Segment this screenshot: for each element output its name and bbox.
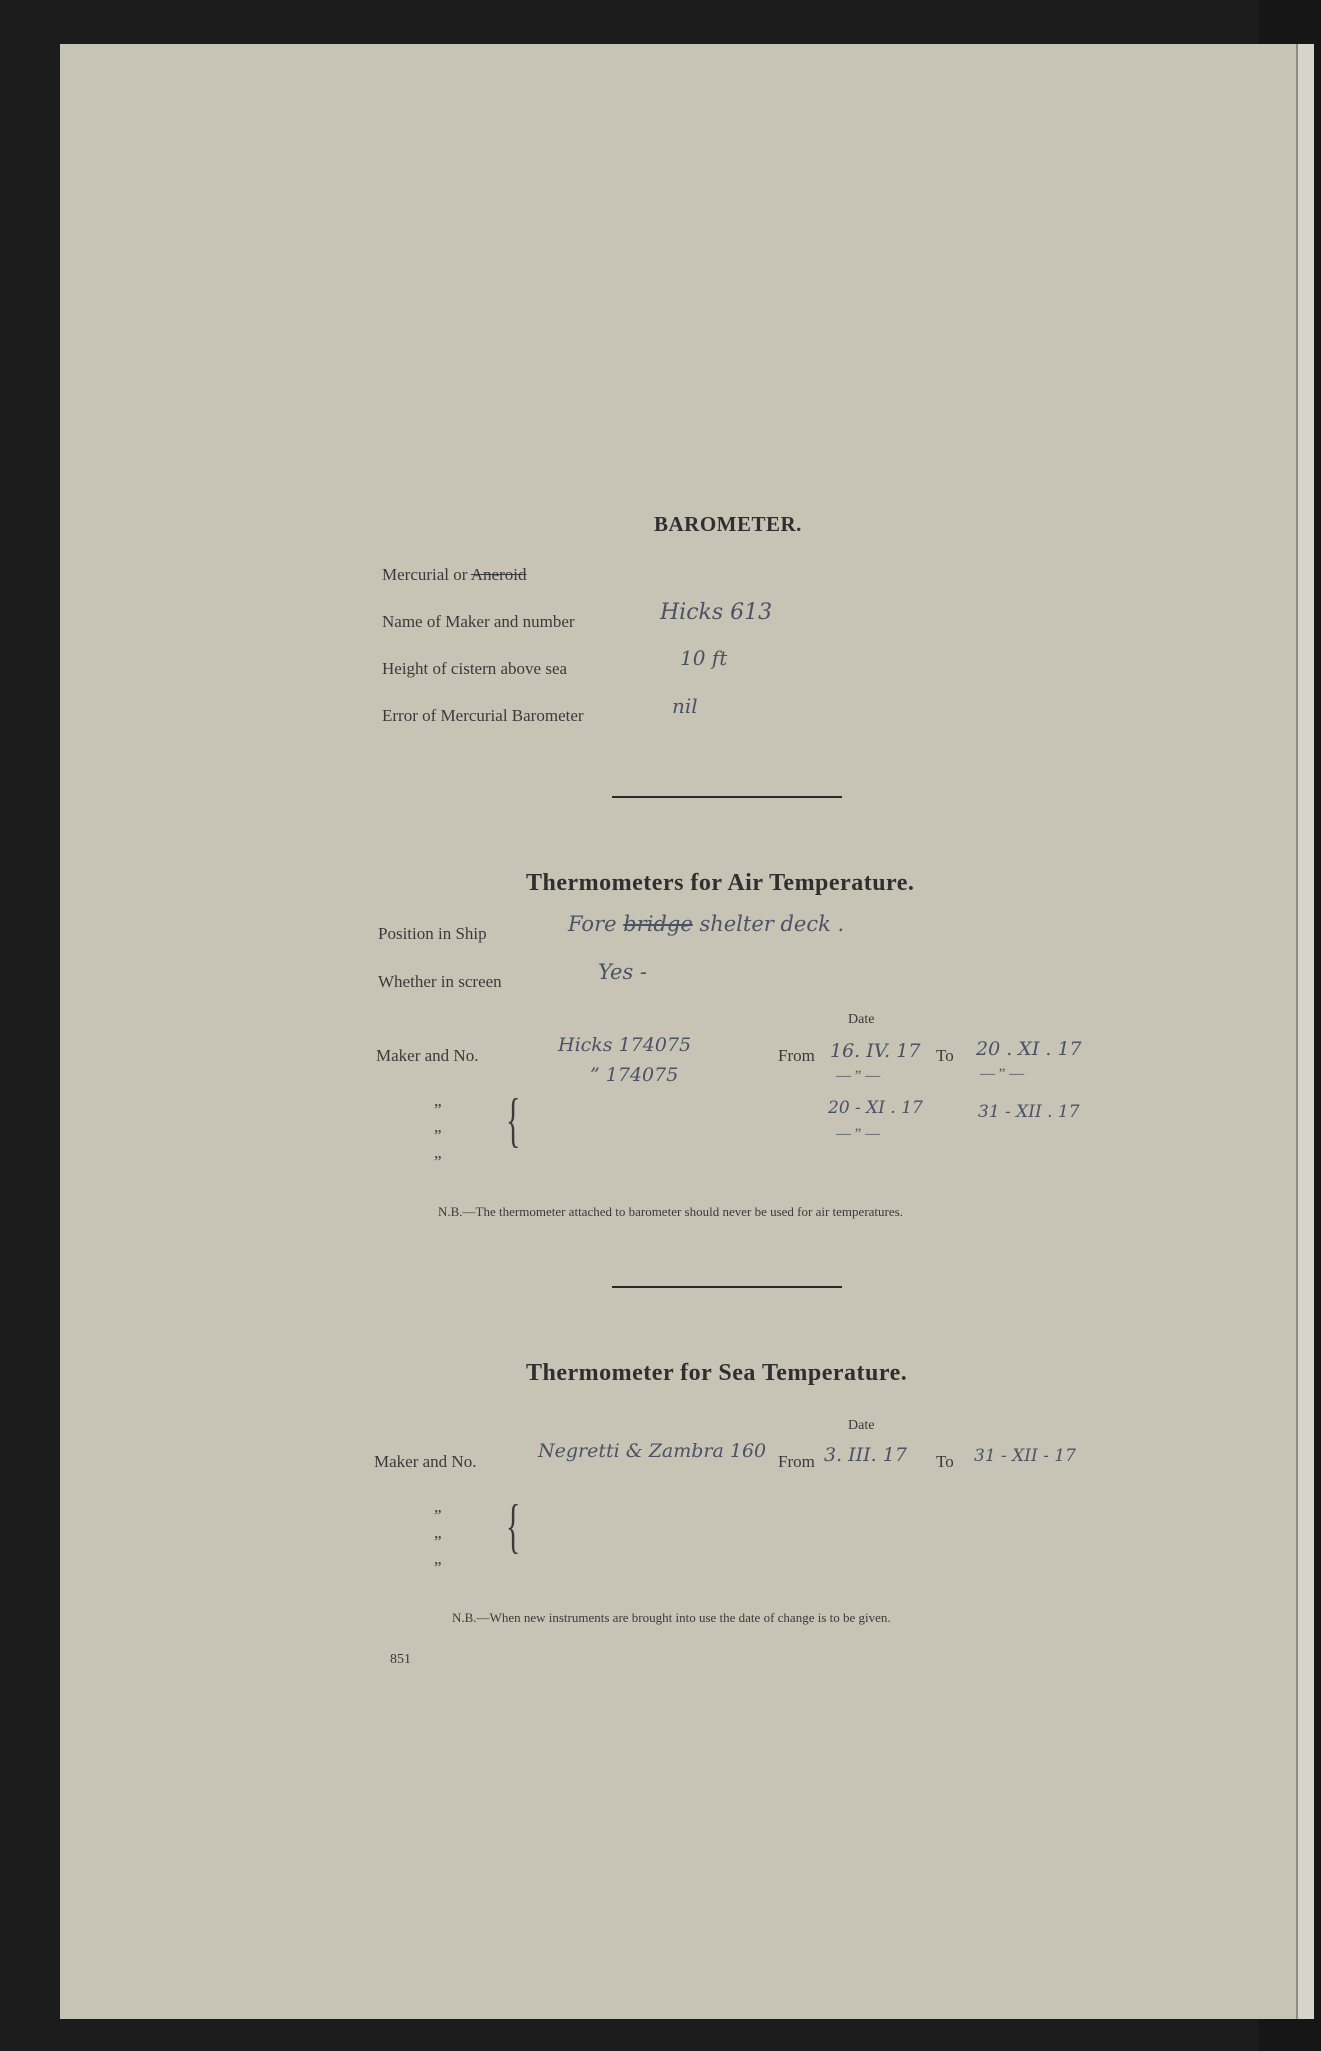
sea-ditto-1: ”	[434, 1506, 442, 1525]
air-date-header: Date	[848, 1012, 875, 1027]
air-row-1-maker: Hicks 174075	[558, 1034, 692, 1056]
sea-title: Thermometer for Sea Temperature.	[526, 1360, 908, 1386]
sea-maker-label: Maker and No.	[374, 1452, 477, 1471]
barometer-type-struck: Aneroid	[470, 565, 527, 584]
barometer-height-value: 10 ft	[680, 646, 728, 670]
sea-note: N.B.—When new instruments are brought into use the date of change is to be given.	[452, 1610, 891, 1625]
air-note: N.B.—The thermometer attached to barometer should never be used for air temperatures.	[438, 1204, 903, 1219]
barometer-maker-value: Hicks 613	[660, 600, 773, 625]
barometer-type-row	[382, 565, 526, 585]
register-page	[60, 44, 1296, 2019]
sea-ditto-3: ”	[434, 1558, 442, 1577]
air-ditto-3: ”	[434, 1152, 442, 1171]
barometer-maker-label: Name of Maker and number	[382, 612, 575, 631]
air-to-label: To	[936, 1046, 954, 1065]
air-title: Thermometers for Air Temperature.	[526, 870, 915, 896]
air-row-3-from: 20 - XI . 17	[828, 1098, 923, 1118]
barometer-height-label: Height of cistern above sea	[382, 659, 568, 678]
sea-from-label: From	[778, 1452, 815, 1471]
air-row-2-maker: ” 174075	[590, 1064, 679, 1086]
section-divider	[612, 796, 842, 798]
air-row-1-to: 20 . XI . 17	[976, 1038, 1082, 1060]
air-screen-value: Yes -	[598, 960, 648, 984]
sea-to-value: 31 - XII - 17	[974, 1446, 1076, 1466]
form-code: 851	[390, 1652, 411, 1667]
barometer-error-value: nil	[672, 694, 698, 718]
air-screen-label: Whether in screen	[378, 972, 502, 991]
barometer-error-label: Error of Mercurial Barometer	[382, 706, 584, 725]
air-maker-label: Maker and No.	[376, 1046, 479, 1065]
air-row-1-from: 16. IV. 17	[830, 1040, 921, 1062]
air-position-struck: bridge	[623, 912, 693, 936]
next-page-edge	[1296, 44, 1314, 2019]
air-brace: {	[506, 1087, 521, 1153]
air-row-2-from: — ” —	[836, 1068, 881, 1084]
sea-ditto-2: ”	[434, 1532, 442, 1551]
air-ditto-2: ”	[434, 1126, 442, 1145]
sea-from-value: 3. III. 17	[824, 1444, 907, 1466]
section-divider-2	[612, 1286, 842, 1288]
air-row-4-from: — ” —	[836, 1126, 881, 1142]
air-position-label: Position in Ship	[378, 924, 487, 943]
air-position-value-1: Fore	[568, 912, 617, 936]
barometer-type-or: or	[453, 565, 468, 584]
air-position-value	[568, 912, 844, 936]
air-row-3-to: 31 - XII . 17	[978, 1102, 1080, 1122]
air-from-label: From	[778, 1046, 815, 1065]
barometer-title: BAROMETER.	[654, 512, 802, 536]
air-row-2-to: — ” —	[980, 1066, 1025, 1082]
barometer-type-label: Mercurial	[382, 565, 450, 584]
sea-date-header: Date	[848, 1418, 875, 1433]
air-position-value-2: shelter deck .	[699, 912, 845, 936]
air-ditto-1: ”	[434, 1100, 442, 1119]
sea-to-label: To	[936, 1452, 954, 1471]
sea-maker-value: Negretti & Zambra 160	[538, 1440, 767, 1462]
sea-brace: {	[506, 1493, 521, 1559]
